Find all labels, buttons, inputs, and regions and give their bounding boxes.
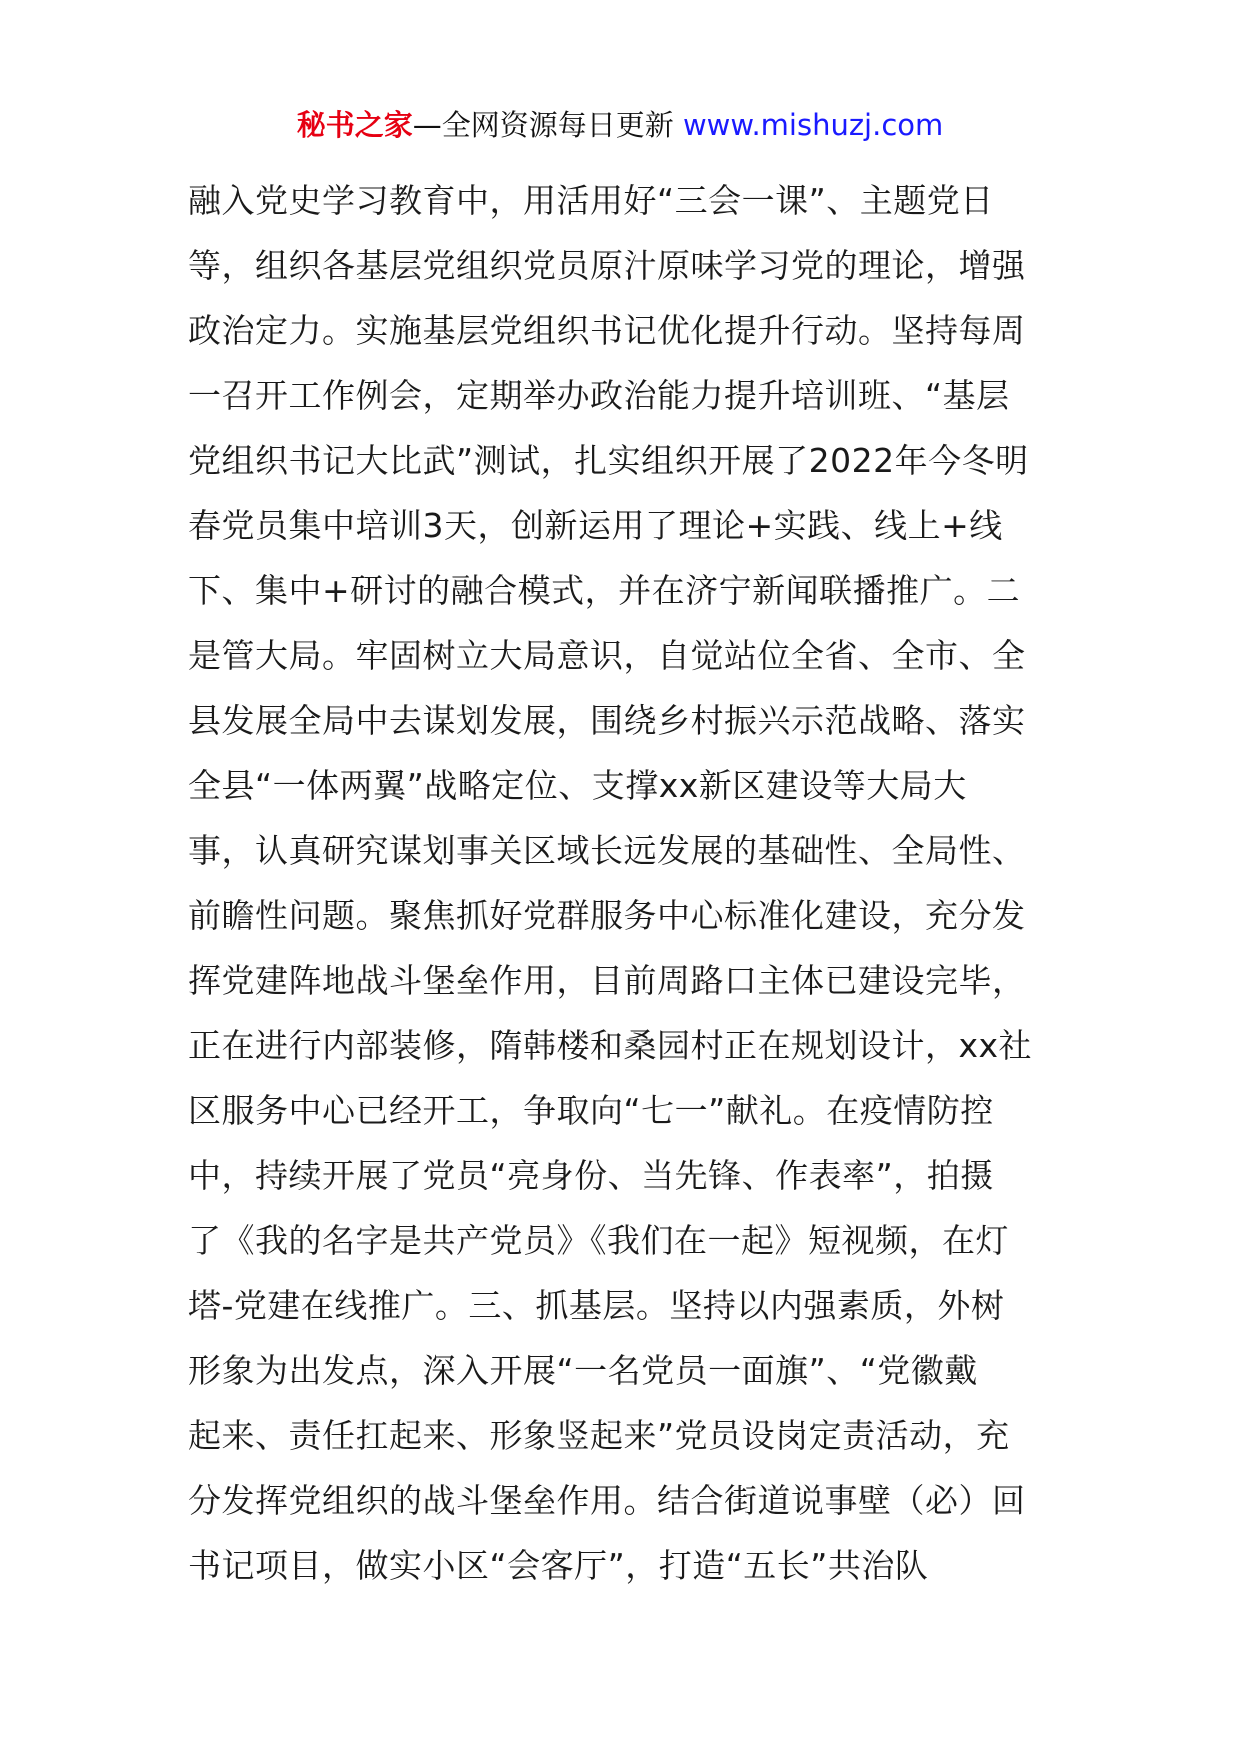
body-line: 正在进行内部装修，隋韩楼和桑园村正在规划设计，xx社 — [188, 1026, 1033, 1065]
body-line: 县发展全局中去谋划发展，围绕乡村振兴示范战略、落实 — [188, 701, 1026, 740]
body-line: 政治定力。实施基层党组织书记优化提升行动。坚持每周 — [188, 311, 1026, 350]
body-line: 下、集中+研讨的融合模式，并在济宁新闻联播推广。二 — [188, 571, 1021, 610]
document-body — [188, 168, 1056, 1598]
body-line: 中，持续开展了党员“亮身份、当先锋、作表率”，拍摄 — [188, 1156, 994, 1195]
body-line: 塔-党建在线推广。三、抓基层。坚持以内强素质，外树 — [188, 1286, 1005, 1325]
site-tagline: —全网资源每日更新 — [412, 108, 674, 142]
body-line: 融入党史学习教育中，用活用好“三会一课”、主题党日 — [188, 181, 994, 220]
site-url-link[interactable]: www.mishuzj.com — [682, 108, 944, 142]
site-brand: 秘书之家 — [296, 108, 413, 142]
body-line: 了《我的名字是共产党员》《我们在一起》短视频，在灯 — [188, 1221, 1009, 1260]
body-line: 是管大局。牢固树立大局意识，自觉站位全省、全市、全 — [188, 636, 1026, 675]
body-line: 形象为出发点，深入开展“一名党员一面旗”、“党徽戴 — [188, 1351, 978, 1390]
body-line: 分发挥党组织的战斗堡垒作用。结合街道说事壁（必）回 — [188, 1481, 1026, 1520]
body-line: 等，组织各基层党组织党员原汁原味学习党的理论，增强 — [188, 246, 1026, 285]
body-line: 挥党建阵地战斗堡垒作用，目前周路口主体已建设完毕， — [188, 961, 1026, 1000]
body-line: 书记项目，做实小区“会客厅”，打造“五长”共治队 — [188, 1546, 929, 1585]
body-line: 事，认真研究谋划事关区域长远发展的基础性、全局性、 — [188, 831, 1026, 870]
body-line: 前瞻性问题。聚焦抓好党群服务中心标准化建设，充分发 — [188, 896, 1026, 935]
body-line: 起来、责任扛起来、形象竖起来”党员设岗定责活动，充 — [188, 1416, 1010, 1455]
body-line: 区服务中心已经开工，争取向“七一”献礼。在疫情防控 — [188, 1091, 994, 1130]
watermark-header — [0, 103, 1240, 147]
body-line: 党组织书记大比武”测试，扎实组织开展了2022年今冬明 — [188, 441, 1029, 480]
body-line: 全县“一体两翼”战略定位、支撑xx新区建设等大局大 — [188, 766, 967, 805]
body-line: 一召开工作例会，定期举办政治能力提升培训班、“基层 — [188, 376, 1010, 415]
body-line: 春党员集中培训3天，创新运用了理论+实践、线上+线 — [188, 506, 1003, 545]
